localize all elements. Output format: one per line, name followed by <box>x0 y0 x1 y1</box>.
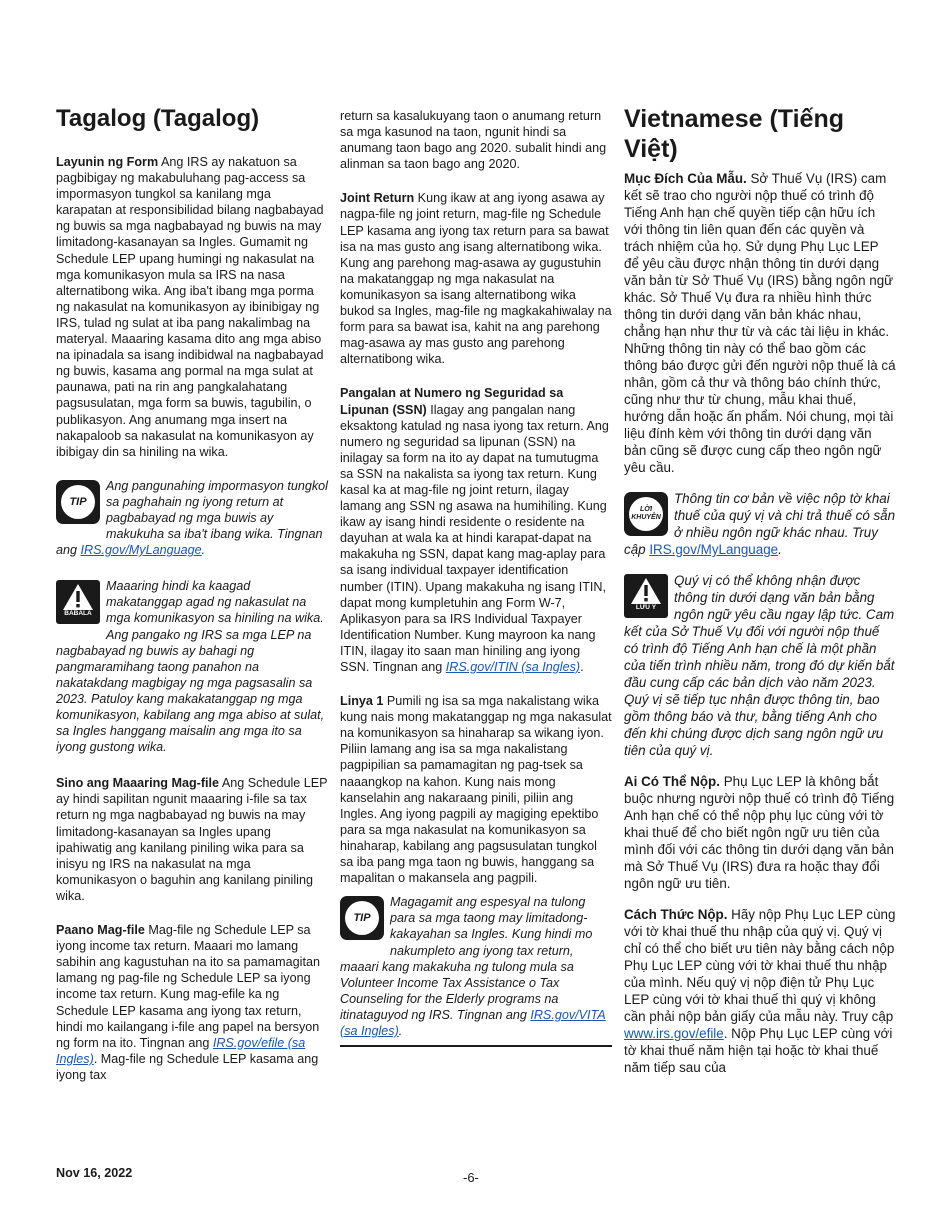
efile-link[interactable]: IRS.gov/efile (sa Ingles) <box>56 1035 306 1066</box>
vietnamese-title: Vietnamese (Tiếng Việt) <box>624 105 844 163</box>
caution-icon: BABALA <box>56 580 100 624</box>
mylanguage-link[interactable]: IRS.gov/MyLanguage <box>80 543 202 558</box>
vita-link[interactable]: IRS.gov/VITA (sa Ingles) <box>340 1007 606 1038</box>
tagalog-column <box>56 104 328 1101</box>
caution-icon: LƯU Ý <box>624 574 668 618</box>
mylanguage-link-vi[interactable]: IRS.gov/MyLanguage <box>649 542 779 557</box>
purpose-heading: Layunin ng Form <box>56 155 159 169</box>
caution-note-vi: LƯU Ý Quý vị có thể không nhận được thông tin dưới dạng văn bản bằng ngôn ngữ yêu cầu ngay lập tức. Cam kết của Sở Thuế Vụ đối với người nộp thuế có trình độ Tiếng Anh hạn chế là một phần của tiến trình nhiều năm, trong đó dự kiến bắt đầu cung cấp các bản dịch vào năm 2023. Quý vị sẽ tiếp tục nhận được thông tin, bao gồm thông báo và thư, bằng tiếng Anh cho đến khi chúng được dịch sang ngôn ngữ ưu tiên của quý vị. <box>624 573 895 758</box>
continued-paragraph: return sa kasalukuyang taon o anumang return sa mga kasunod na taon, ngunit hindi sa anumang taon bago ang 2020. subalit hindi ang alinman sa taon bago ang 2020. <box>340 109 607 172</box>
tip-icon: LỜI KHUYÊN <box>624 492 668 536</box>
ssn-paragraph: Pangalan at Numero ng Seguridad sa Lipunan (SSN) Ilagay ang pangalan nang eksaktong katulad ng nasa iyong tax return. Ang numero ng seguridad sa lipunan (SSN) na inilagay sa form na ito ay dapat na tumutugma sa SSN na nakalista sa iyong tax return. Kung kasal ka at mag-file ng joint return, ilagay lamang ang SSN ng asawa na humihiling. Kung ikaw ay isang hindi residente o residente na dayuhan at wala ka at hindi karapat-dapat na makakuha ng SSN, dapat kang mag-aplay para sa isang individual taxpayer identification number (ITIN). Upang makakuha ng isang ITIN, dapat mong kumpletuhin ang Form W-7, Aplikasyon para sa IRS Individual Taxpayer Identification Number. Kung mayroon ka nang ITIN, ilagay ito saan man hiniling ang iyong SSN. Tingnan ang IRS.gov/ITIN (sa Ingles). <box>340 386 609 674</box>
purpose-paragraph-vi: Mục Đích Của Mẫu. Sở Thuế Vụ (IRS) cam kết sẽ trao cho người nộp thuế có trình độ Tiếng Anh hạn chế quyền tiếp cận hữu ích với thông tin liên quan đến các quyền và trách nhiệm của họ. Sử dụng Phụ Lục LEP để yêu cầu được nhận thông tin dưới dạng văn bản từ Sở Thuế Vụ (IRS) bằng ngôn ngữ khác. Sở Thuế Vụ đưa ra nhiều hình thức thông tin dưới dạng văn bản khác nhau, chẳng hạn như thư từ và các tài liệu in khác. Những thông tin này có thể bao gồm các thông báo được gửi đến người nộp thuế là cá nhân, gồm cả thư và thông báo chính thức, cũng như thư từ chung, mẫu khai thuế, hướng dẫn hoặc ấn phẩm. Nói chung, mọi tài liệu đính kèm với thông tin dưới dạng văn bản cũng sẽ được cung cấp theo ngôn ngữ yêu cầu. <box>624 171 896 475</box>
section-divider <box>340 1045 612 1047</box>
how-to-file-paragraph-vi: Cách Thức Nộp. Hãy nộp Phụ Lục LEP cùng với tờ khai thuế thu nhập của quý vị. Quý vị chỉ có thể cho biết ưu tiên này bằng cách nộp Phụ Lục LEP cùng với tờ khai thuế thu nhập của mình. Nếu quý vị nộp điện tử Phụ Lục LEP cùng với tờ khai thuế thì quý vị không cần phải nộp bản giấy của mẫu này. Truy cập www.irs.gov/efile. Nộp Phụ Lục LEP cùng với tờ khai thuế năm hiện tại hoặc tờ khai thuế năm tiếp sau của <box>624 907 896 1075</box>
how-to-file-paragraph: Paano Mag-file Mag-file ng Schedule LEP sa iyong income tax return. Maaari mo lamang sabihin ang kagustuhan na ito sa pamamagitan lamang ng pag-file ng Schedule LEP sa iyong income tax return. Kung mag-efile ka ng Schedule LEP kasama ang iyong tax return, hindi mo kailangang i-file ang papel na bersyon ng form na ito. Tingnan ang IRS.gov/efile (sa Ingles). Mag-file ng Schedule LEP kasama ang iyong tax <box>56 923 320 1082</box>
line1-paragraph: Linya 1 Pumili ng isa sa mga nakalistang wika kung nais mong makatanggap ng mga nakasulat na komunikasyon sa hinaharap sa wikang iyon. Piliin lamang ang isa sa mga nakalistang pagpipilian sa pamamagitan ng pag-tsek sa naaangkop na kahon. Kung nais mong kanselahin ang nakaraang pinili, piliin ang Ingles. Ang iyong pagpili ay magiging epektibo para sa mga nakasulat na komunikasyon sa hinaharap, kabilang ang pagsusulatan tungkol sa iba pang mga taon ng buwis, hanggang sa mapalitan o makansela ang pagpili. <box>340 694 612 886</box>
tagalog-continued-column <box>340 108 612 1047</box>
purpose-paragraph: Layunin ng Form Ang IRS ay nakatuon sa pagbibigay ng makabuluhang pag-access sa impormasyon tungkol sa kanilang mga karapatan at responsibilidad bilang nagbabayad ng buwis sa mga nagbabayad ng buwis na may limitadong-kasanayan sa Ingles. Gumamit ng Schedule LEP upang humingi ng nakasulat na mga komunikasyon mula sa IRS na nasa alternatibong wika. Ang iba't ibang mga porma ng nakasulat na komunikasyon ay ibinibigay ng IRS, tulad ng sulat at iba pang nakalimbag na materyal. Maaaring kasama dito ang mga abiso na ipinadala sa isang indibidwal na nagbabayad ng buwis, kasama ang pormal na mga sulat at paunawa, pati na rin ang pangkalahatang pagsusulatan, mga form sa buwis, tagubilin, o publikasyon. Ang anumang mga insert na nakapaloob sa nakasulat na komunikasyon ay ibibigay din sa hiniling na wika. <box>56 155 324 459</box>
caution-note: BABALA Maaaring hindi ka kaagad makatanggap agad ng nakasulat na mga komunikasyon sa hiniling na wika. Ang pangako ng IRS sa mga LEP na nagbabayad ng buwis ay bahagi ng pangmaramihang taong panahon na nakatakdang magbigay ng mga pagsasalin sa 2023. Patuloy kang makakatanggap ng mga komunikasyon, kabilang ang mga abiso at sulat, sa Ingles hanggang maisalin ang mga ito sa iyong gustong wika. <box>56 579 325 755</box>
tagalog-title: Tagalog (Tagalog) <box>56 105 260 132</box>
footer-date: Nov 16, 2022 <box>56 1166 133 1180</box>
vietnamese-column <box>624 104 896 1090</box>
joint-return-paragraph: Joint Return Kung ikaw at ang iyong asawa ay nagpa-file ng joint return, mag-file ng Schedule LEP kasama ang iyong tax return para sa bawat isa na mas gusto ang isang alternatibong wika. Kung ang parehong mag-asawa ay gugustuhin na makatanggap ng mga nakasulat na komunikasyon sa isang alternatibong wika bukod sa Ingles, mag-file ng magkakahiwalay na form para sa bawat isa, kahit na ang parehong mag-asawa ay mas gusto ang parehong alternatibong wika. <box>340 191 612 367</box>
tip-note-vi: LỜI KHUYÊN Thông tin cơ bản về việc nộp tờ khai thuế của quý vị và chi trả thuế có sẵn ở nhiều ngôn ngữ khác nhau. Truy cập IRS.gov/MyLanguage. <box>624 491 896 557</box>
tip-icon: TIP <box>56 480 100 524</box>
tip-icon: TIP <box>340 896 384 940</box>
page-number: -6- <box>463 1170 479 1185</box>
who-may-file-paragraph-vi: Ai Có Thể Nộp. Phụ Lục LEP là không bắt buộc nhưng người nộp thuế có trình độ Tiếng Anh hạn chế có thể nộp phụ lục cùng với tờ khai thuế để cho biết ngôn ngữ ưu tiên của mình đối với các thông tin dưới dạng văn bản mà Sở Thuế Vụ (IRS) đưa ra hoặc thay đổi ngôn ngữ ưu tiên. <box>624 774 895 891</box>
tip-note: TIP Ang pangunahing impormasyon tungkol sa paghahain ng iyong return at pagbabayad ng mga buwis ay makukuha sa iba't ibang wika. Tingnan ang IRS.gov/MyLanguage. <box>56 478 328 558</box>
efile-link-vi[interactable]: www.irs.gov/efile <box>624 1026 724 1041</box>
itin-link[interactable]: IRS.gov/ITIN (sa Ingles) <box>445 660 581 674</box>
tip-note-vita: TIP Magagamit ang espesyal na tulong para sa mga taong may limitadong-kakayahan sa Ingles. Kung hindi mo nakumpleto ang iyong tax return, maaari kang makakuha ng tulong mula sa Volunteer Income Tax Assistance o Tax Counseling for the Elderly programs na itinataguyod ng IRS. Tingnan ang IRS.gov/VITA (sa Ingles). <box>340 895 606 1038</box>
who-may-file-paragraph: Sino ang Maaaring Mag-file Ang Schedule LEP ay hindi sapilitan ngunit maaaring i-file sa tax return ng mga nagbabayad ng buwis na may limitadong-kasanayan sa Ingles upang ipahiwatig ang kanilang piniling wika para sa inisyu ng IRS na nakasulat na mga komunikasyon o baguhin ang kanilang piniling wika. <box>56 776 328 903</box>
